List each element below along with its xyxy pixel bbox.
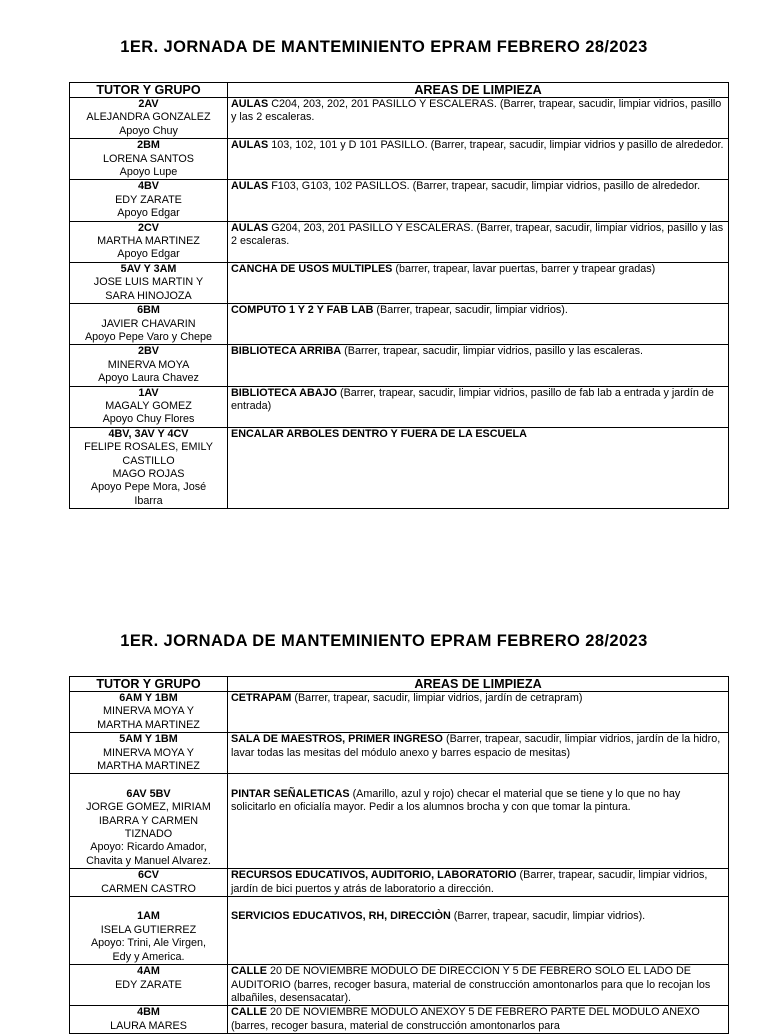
group-code: 2BV [137, 345, 159, 358]
tutor-name-line: MARTHA MARTINEZ [97, 760, 200, 773]
tutor-name-line: Apoyo Pepe Varo y Chepe [84, 330, 213, 343]
area-instructions: (Barrer, trapear, sacudir, limpiar vidrios, pasillo de fab lab a entrada y jardín de entrada) [231, 386, 714, 412]
cleaning-area-cell [228, 262, 729, 303]
tutor-name-line: MAGO ROJAS [112, 467, 185, 480]
page-2-title: 1ER. JORNADA DE MANTEMINIENTO EPRAM FEBRERO 28/2023 [120, 632, 648, 650]
table-row [70, 897, 729, 965]
area-heading: RECURSOS EDUCATIVOS, AUDITORIO, LABORATORIO [231, 869, 517, 882]
group-code: 4BM [137, 1006, 160, 1019]
tutor-name-line: FELIPE ROSALES, EMILY [84, 441, 213, 454]
tutor-name-line: EDY ZARATE [115, 978, 182, 991]
area-heading: AULAS [231, 139, 269, 152]
group-code: 6AV 5BV [126, 787, 171, 800]
group-code: 1AV [138, 386, 159, 399]
group-code: 5AM Y 1BM [119, 733, 178, 746]
cleaning-area-cell [228, 733, 729, 774]
table-row [70, 774, 729, 869]
tutor-name-line: EDY ZARATE [115, 193, 182, 206]
cleaning-area-cell [228, 180, 729, 221]
area-heading: CANCHA DE USOS MULTIPLES [231, 262, 393, 275]
tutor-group-cell [70, 139, 228, 180]
group-code: 4AM [137, 965, 160, 978]
tutor-group-cell [70, 774, 228, 869]
tutor-name-line: Apoyo Edgar [117, 248, 180, 261]
tutor-name-line: Apoyo Chuy Flores [102, 413, 195, 426]
tutor-name-line: MINERVA MOYA [107, 358, 190, 371]
tutor-name-line: MAGALY GOMEZ [105, 399, 192, 412]
tutor-name-line: JOSE LUIS MARTIN Y [93, 276, 204, 289]
tutor-group-cell [70, 869, 228, 897]
tutor-group-cell [70, 221, 228, 262]
area-heading: COMPUTO 1 Y 2 Y FAB LAB [231, 304, 374, 317]
tutor-group-cell [70, 98, 228, 139]
area-instructions: (Barrer, trapear, sacudir, limpiar vidrios). [450, 910, 646, 923]
tutor-group-cell [70, 386, 228, 427]
tutor-group-cell [70, 345, 228, 386]
tutor-group-cell [70, 180, 228, 221]
table-row [70, 180, 729, 221]
area-heading: AULAS [231, 98, 269, 110]
tutor-name-line: JORGE GOMEZ, MIRIAM [86, 801, 211, 814]
area-instructions: 20 DE NOVIEMBRE MODULO DE DIRECCION Y 5 DE FEBRERO SOLO EL LADO DE AUDITORIO (barres, recoger basura, material de construcción amontonarlos para que lo recojan los albañiles, desensacatar). [231, 965, 711, 1004]
group-code: 6BM [137, 304, 160, 317]
schedule-table-1 [69, 82, 729, 509]
cleaning-area-cell [228, 965, 729, 1006]
area-heading: BIBLIOTECA ABAJO [231, 386, 337, 399]
tutor-group-cell [70, 262, 228, 303]
cleaning-area-cell [228, 1006, 729, 1034]
area-heading: AULAS [231, 221, 269, 234]
table-row [70, 1006, 729, 1034]
area-instructions: (Barrer, trapear, sacudir, limpiar vidrios). [373, 304, 568, 317]
tutor-group-cell [70, 1006, 228, 1034]
group-code: 2CV [137, 221, 159, 234]
cleaning-area-cell [228, 386, 729, 427]
tutor-name-line: LAURA MARES [110, 1019, 187, 1032]
tutor-group-cell [70, 427, 228, 508]
area-instructions: (Barrer, trapear, sacudir, limpiar vidrios, pasillo y las escaleras. [341, 345, 643, 358]
area-heading: PINTAR SEÑALETICAS [231, 787, 350, 800]
area-instructions: G204, 203, 201 PASILLO Y ESCALERAS. (Barrer, trapear, sacudir, limpiar vidrios, pasillo y las 2 escaleras. [231, 221, 724, 248]
tutor-name-line: Apoyo: Trini, Ale Virgen, [90, 937, 207, 950]
table-row [70, 869, 729, 897]
cleaning-area-cell [228, 98, 729, 139]
header-cleaning-areas: AREAS DE LIMPIEZA [228, 677, 729, 692]
tutor-group-cell [70, 965, 228, 1006]
tutor-group-cell [70, 304, 228, 345]
cleaning-area-cell [228, 304, 729, 345]
table-row [70, 733, 729, 774]
table-row [70, 98, 729, 139]
group-code: 4BV, 3AV Y 4CV [108, 427, 189, 440]
table-row [70, 692, 729, 733]
area-instructions: (Barrer, trapear, sacudir, limpiar vidrios, jardín de bici puertos y atrás de laboratorio a dirección. [231, 869, 708, 895]
table-row [70, 262, 729, 303]
table-row [70, 221, 729, 262]
tutor-name-line: MINERVA MOYA Y [102, 705, 194, 718]
group-code: 2AV [138, 98, 159, 110]
tutor-name-line: IBARRA Y CARMEN [98, 814, 199, 827]
table-row [70, 345, 729, 386]
table-header-row [70, 677, 729, 692]
tutor-name-line: MARTHA MARTINEZ [97, 718, 200, 731]
group-code: 6CV [137, 869, 159, 882]
tutor-name-line: SARA HINOJOZA [105, 289, 192, 302]
tutor-name-line: TIZNADO [124, 828, 173, 841]
group-code: 1AM [137, 910, 160, 923]
cleaning-area-cell [228, 345, 729, 386]
tutor-name-line: Edy y America. [112, 950, 185, 963]
area-instructions: C204, 203, 202, 201 PASILLO Y ESCALERAS. (Barrer, trapear, sacudir, limpiar vidrios, pasillo y las 2 escaleras. [231, 98, 722, 124]
header-tutor-group: TUTOR Y GRUPO [70, 677, 228, 692]
page-1-title: 1ER. JORNADA DE MANTEMINIENTO EPRAM FEBRERO 28/2023 [120, 38, 648, 56]
tutor-name-line: Apoyo: Ricardo Amador, [90, 841, 207, 854]
tutor-group-cell [70, 733, 228, 774]
area-heading: CETRAPAM [231, 692, 292, 704]
area-heading: ENCALAR ARBOLES DENTRO Y FUERA DE LA ESCUELA [231, 427, 527, 440]
cleaning-area-cell [228, 774, 729, 869]
tutor-group-cell [70, 692, 228, 733]
tutor-name-line: Apoyo Chuy [119, 124, 178, 137]
schedule-table-2-body [70, 692, 729, 1034]
tutor-name-line: Apoyo Edgar [117, 207, 180, 220]
tutor-name-line: CARMEN CASTRO [101, 882, 196, 895]
tutor-name-line: Chavita y Manuel Alvarez. [86, 854, 211, 867]
cleaning-area-cell [228, 139, 729, 180]
cleaning-area-cell [228, 869, 729, 897]
table-header-row [70, 83, 729, 98]
tutor-name-line: MINERVA MOYA Y [102, 746, 194, 759]
tutor-name-line: CASTILLO [122, 454, 175, 467]
cleaning-area-cell [228, 427, 729, 508]
table-row [70, 427, 729, 508]
area-instructions: (Amarillo, azul y rojo) checar el material que se tiene y lo que no hay solicitarlo en oficialía mayor. Pedir a los alumnos brocha y con que tomar la pintura. [231, 787, 681, 814]
table-row [70, 965, 729, 1006]
header-cleaning-areas: AREAS DE LIMPIEZA [228, 83, 729, 98]
area-instructions: 20 DE NOVIEMBRE MODULO ANEXOY 5 DE FEBRERO PARTE DEL MODULO ANEXO (barres, recoger basura, material de construcción amontonarlos para [231, 1006, 700, 1032]
area-heading: CALLE [231, 965, 267, 978]
header-tutor-group: TUTOR Y GRUPO [70, 83, 228, 98]
tutor-name-line: ISELA GUTIERREZ [100, 923, 197, 936]
cleaning-area-cell [228, 897, 729, 965]
area-heading: SALA DE MAESTROS, PRIMER INGRESO [231, 733, 443, 746]
tutor-name-line: JAVIER CHAVARIN [101, 317, 196, 330]
group-code: 2BM [137, 139, 160, 152]
area-instructions: (Barrer, trapear, sacudir, limpiar vidrios, jardín de cetrapram) [291, 692, 583, 704]
area-instructions: (barrer, trapear, lavar puertas, barrer y trapear gradas) [392, 262, 656, 275]
area-instructions: F103, G103, 102 PASILLOS. (Barrer, trapear, sacudir, limpiar vidrios, pasillo de alrededor. [268, 180, 701, 193]
area-heading: SERVICIOS EDUCATIVOS, RH, DIRECCIÒN [231, 910, 451, 923]
area-instructions: 103, 102, 101 y D 101 PASILLO. (Barrer, trapear, sacudir, limpiar vidrios y pasillo de alrededor. [268, 139, 724, 152]
tutor-name-line: ALEJANDRA GONZALEZ [86, 111, 211, 124]
area-heading: AULAS [231, 180, 269, 193]
tutor-name-line: Apoyo Laura Chavez [98, 372, 199, 385]
schedule-table-1-body [70, 98, 729, 509]
group-code: 6AM Y 1BM [119, 692, 178, 704]
table-row [70, 139, 729, 180]
table-row [70, 304, 729, 345]
tutor-group-cell [70, 897, 228, 965]
tutor-name-line: Apoyo Lupe [119, 166, 178, 179]
tutor-name-line: LORENA SANTOS [102, 152, 194, 165]
cleaning-area-cell [228, 692, 729, 733]
area-heading: CALLE [231, 1006, 267, 1019]
area-instructions: (Barrer, trapear, sacudir, limpiar vidrios, jardín de la hidro, lavar todas las mesitas del módulo anexo y barres espacio de mesitas) [231, 733, 721, 759]
area-heading: BIBLIOTECA ARRIBA [231, 345, 342, 358]
tutor-name-line: MARTHA MARTINEZ [97, 235, 200, 248]
group-code: 5AV Y 3AM [120, 262, 177, 275]
table-row [70, 386, 729, 427]
schedule-table-2 [69, 676, 729, 1034]
group-code: 4BV [137, 180, 159, 193]
tutor-name-line: Apoyo Pepe Mora, José [90, 481, 207, 494]
cleaning-area-cell [228, 221, 729, 262]
tutor-name-line: Ibarra [134, 494, 163, 507]
